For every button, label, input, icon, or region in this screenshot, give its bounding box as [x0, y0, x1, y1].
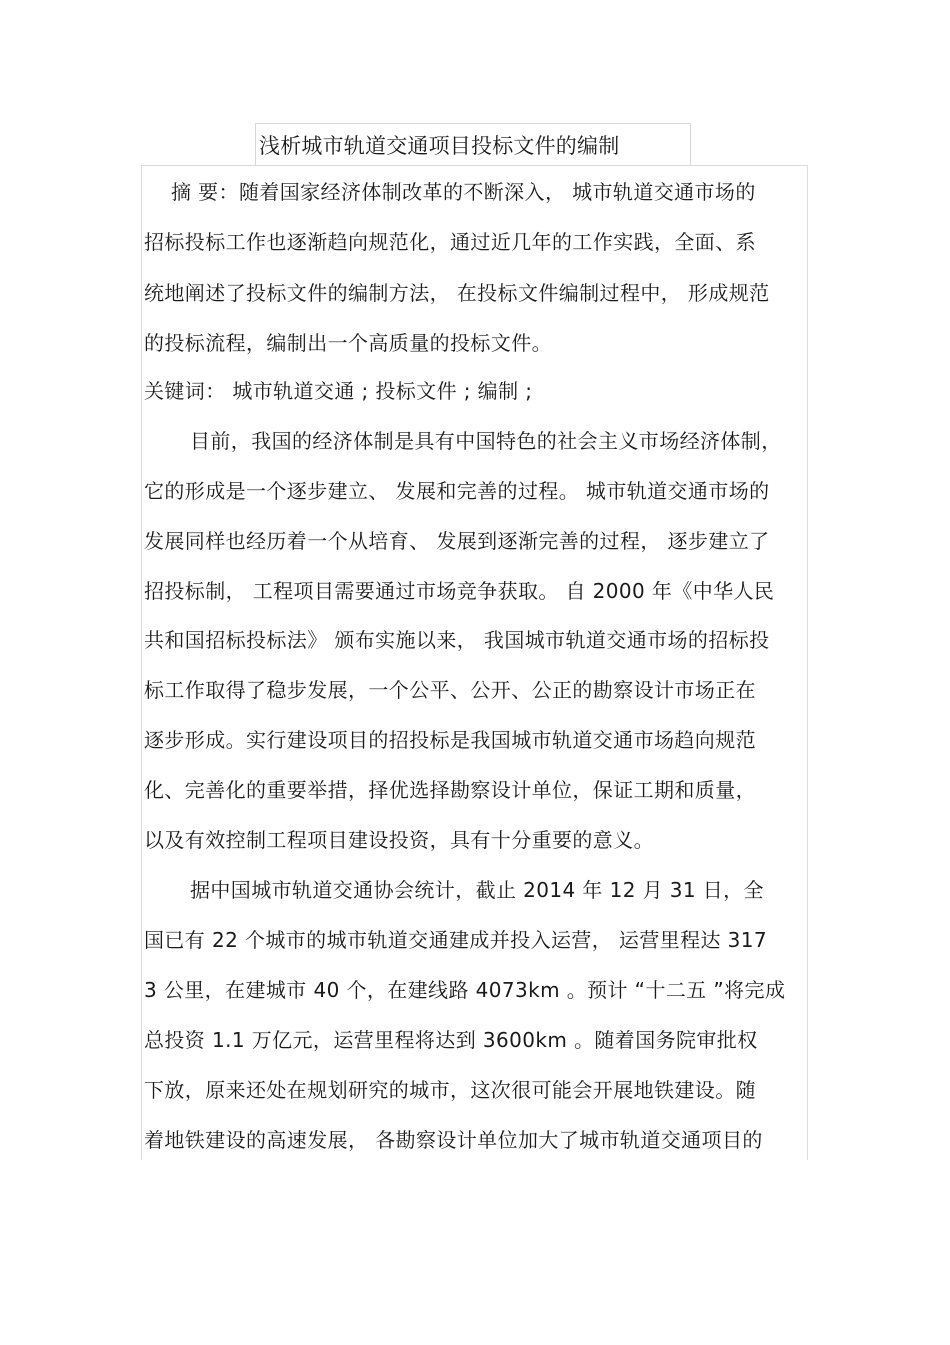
- abstract-line: 统地阐述了投标文件的编制方法， 在投标文件编制过程中， 形成规范: [144, 281, 770, 305]
- paragraph-line: 发展同样也经历着一个从培育、 发展到逐渐完善的过程， 逐步建立了: [144, 529, 770, 553]
- paragraph-line: 化、完善化的重要举措，择优选择勘察设计单位，保证工期和质量，: [144, 778, 756, 802]
- paragraph-line: 它的形成是一个逐步建立、 发展和完善的过程。 城市轨道交通市场的: [144, 479, 770, 503]
- body-frame: [141, 165, 808, 1160]
- paragraph-line: 下放，原来还处在规划研究的城市，这次很可能会开展地铁建设。随: [144, 1078, 756, 1102]
- keywords-line: 关键词： 城市轨道交通 ; 投标文件 ; 编制 ;: [144, 379, 533, 403]
- abstract-line: 招标投标工作也逐渐趋向规范化，通过近几年的工作实践，全面、系: [144, 230, 756, 254]
- paragraph-line: 着地铁建设的高速发展， 各勘察设计单位加大了城市轨道交通项目的: [144, 1128, 763, 1152]
- paragraph-line: 共和国招标投标法》 颁布实施以来， 我国城市轨道交通市场的招标投: [144, 628, 770, 652]
- paragraph-line: 3 公里，在建城市 40 个，在建线路 4073km 。预计 “十二五 ”将完成: [144, 978, 786, 1002]
- paragraph-line: 招投标制， 工程项目需要通过市场竞争获取。 自 2000 年《中华人民: [144, 579, 775, 603]
- abstract-line: 摘 要：随着国家经济体制改革的不断深入， 城市轨道交通市场的: [171, 180, 756, 204]
- document-title: 浅析城市轨道交通项目投标文件的编制: [259, 134, 620, 158]
- paragraph-line: 目前，我国的经济体制是具有中国特色的社会主义市场经济体制，: [190, 429, 782, 453]
- paragraph-line: 据中国城市轨道交通协会统计，截止 2014 年 12 月 31 日，全: [190, 878, 764, 902]
- paragraph-line: 以及有效控制工程项目建设投资，具有十分重要的意义。: [144, 828, 654, 852]
- paragraph-line: 总投资 1.1 万亿元，运营里程将达到 3600km 。随着国务院审批权: [144, 1028, 758, 1052]
- paragraph-line: 国已有 22 个城市的城市轨道交通建成并投入运营， 运营里程达 317: [144, 928, 768, 952]
- paragraph-line: 逐步形成。实行建设项目的招投标是我国城市轨道交通市场趋向规范: [144, 728, 756, 752]
- abstract-line: 的投标流程，编制出一个高质量的投标文件。: [144, 331, 552, 355]
- paragraph-line: 标工作取得了稳步发展，一个公平、公开、公正的勘察设计市场正在: [144, 678, 756, 702]
